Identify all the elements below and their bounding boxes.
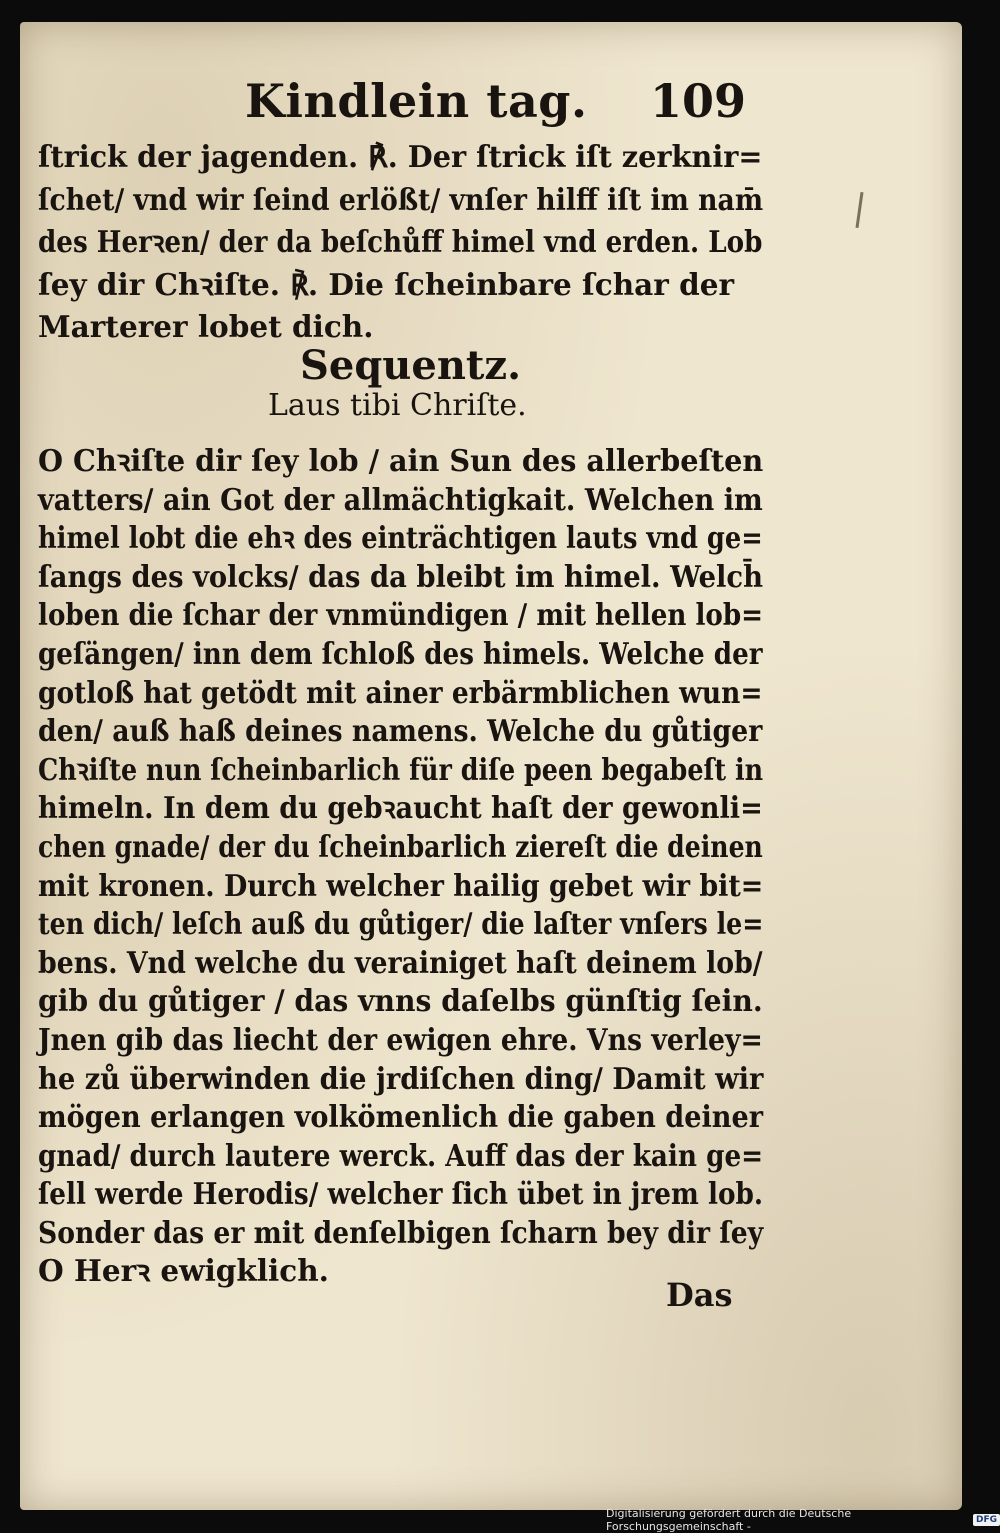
text-line: he zů überwinden die jrdiſchen ding/ Damit wir (38, 1060, 764, 1096)
dfg-logo: DFG (973, 1514, 1000, 1526)
sequenz-text (38, 442, 763, 1291)
text-line: himeln. In dem du gebꝛaucht haſt der gewonli= (38, 790, 763, 826)
text-line: ſtrick der jagenden. ℟. Der ſtrick iſt zerknir= (38, 139, 763, 174)
text-line: den/ auß haß deines namens. Welche du gůtiger (38, 713, 763, 749)
section-subheading: Laus tibi Chriſte. (268, 388, 527, 423)
text-line: ſangs des volcks/ das da bleibt im himel. Welch̄ (38, 558, 764, 594)
text-line: ten dich/ leſch auß du gůtiger/ die laſter vnſers le= (38, 906, 764, 942)
text-line: gnad/ durch lautere werck. Auff das der kain ge= (38, 1137, 764, 1173)
text-line: Jnen gib das liecht der ewigen ehre. Vns verley= (38, 1021, 763, 1057)
text-line: geſängen/ inn dem ſchloß des himels. Welche der (38, 635, 763, 671)
text-line: mögen erlangen volkömenlich die gaben deiner (38, 1099, 764, 1135)
section-heading: Sequentz. (300, 342, 522, 389)
text-line: loben die ſchar der vnmündigen / mit hellen lob= (38, 597, 764, 633)
text-line: chen gnade/ der du ſcheinbarlich ziereſt die deinen (38, 828, 763, 864)
running-head (0, 74, 1000, 144)
footer-credit (606, 1507, 1000, 1533)
text-line: Sonder das er mit denſelbigen ſcharn bey dir ſey (38, 1214, 764, 1250)
text-line: bens. Vnd welche du verainiget haſt deinem lob/ (38, 944, 763, 980)
prose-top (38, 136, 763, 349)
footer-text: Digitalisierung gefördert durch die Deutsche Forschungsgemeinschaft - (606, 1507, 852, 1533)
text-line: O Chꝛiſte dir ſey lob / ain Sun des allerbeſten (38, 443, 764, 478)
text-line: des Herꝛen/ der da beſchůff himel vnd erden. Lob (38, 224, 763, 259)
text-line: gib du gůtiger / das vnns daſelbs günſtig ſein. (38, 983, 763, 1019)
catchword: Das (666, 1276, 733, 1314)
text-line: O Herꝛ ewigklich. (38, 1253, 329, 1289)
text-line: vatters/ ain Got der allmächtigkait. Welchen im (38, 481, 763, 517)
text-line: himel lobt die ehꝛ des einträchtigen lauts vnd ge= (38, 520, 763, 556)
text-line: mit kronen. Durch welcher hailig gebet wir bit= (38, 867, 764, 903)
text-line: ſey dir Chꝛiſte. ℟. Die ſcheinbare ſchar der (38, 266, 735, 302)
text-line: gotloß hat getödt mit ainer erbärmblichen wun= (38, 674, 763, 710)
text-line: ſchet/ vnd wir ſeind erlößt/ vnſer hilff iſt im nam̄ (38, 181, 764, 217)
text-line: ſell werde Herodis/ welcher ſich übet in jrem lob. (38, 1176, 764, 1212)
running-head-title: Kindlein tag. (245, 74, 588, 128)
text-line: Chꝛiſte nun ſcheinbarlich für diſe peen begabeſt in (38, 751, 764, 787)
page-number: 109 (650, 74, 747, 128)
text-line: Marterer lobet dich. (38, 309, 374, 344)
